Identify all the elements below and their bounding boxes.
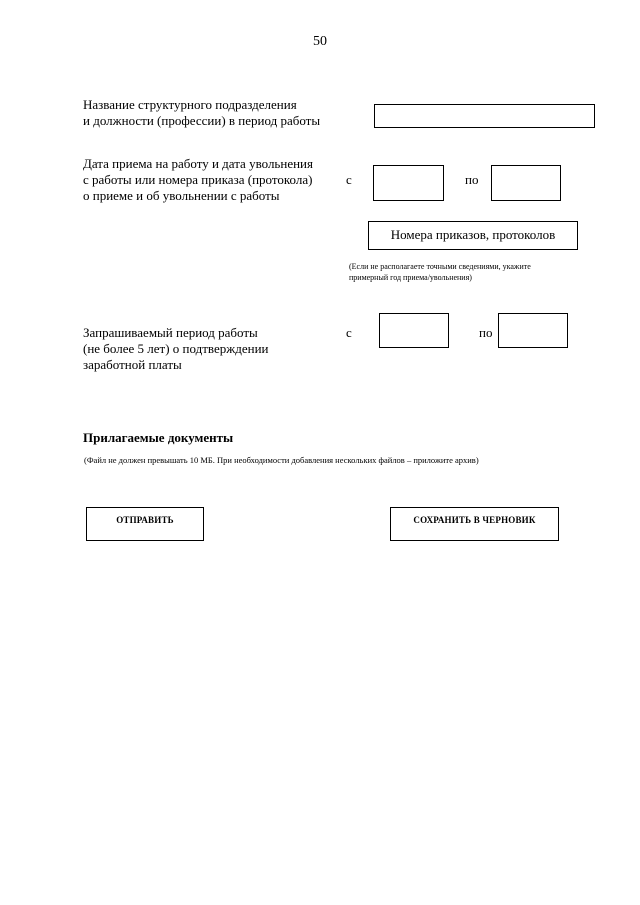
employment-hint: (Если не располагаете точными сведениями, укажите примерный год приема/увольнения)	[349, 262, 531, 282]
requested-from-label: с	[346, 325, 352, 340]
employment-label: Дата приема на работу и дата увольнения с работы или номера приказа (протокола) о приеме и об увольнении с работы	[83, 156, 313, 203]
attachments-note: (Файл не должен превышать 10 МБ. При необходимости добавления нескольких файлов – приложите архив)	[84, 455, 479, 465]
requested-to-input[interactable]	[498, 313, 568, 348]
attachments-heading: Прилагаемые документы	[83, 430, 234, 445]
department-label: Название структурного подразделения и должности (профессии) в период работы	[83, 97, 321, 128]
requested-period-label: Запрашиваемый период работы (не более 5 лет) о подтверждении заработной платы	[83, 325, 269, 372]
page-number: 50	[313, 34, 327, 49]
orders-numbers-button[interactable]: Номера приказов, протоколов	[368, 221, 578, 250]
employment-from-label: с	[346, 172, 352, 187]
submit-button[interactable]: ОТПРАВИТЬ	[86, 507, 204, 541]
save-draft-button[interactable]: СОХРАНИТЬ В ЧЕРНОВИК	[390, 507, 559, 541]
employment-to-label: по	[465, 172, 479, 187]
requested-to-label: по	[479, 325, 493, 340]
employment-to-input[interactable]	[491, 165, 561, 201]
requested-from-input[interactable]	[379, 313, 449, 348]
department-input[interactable]	[374, 104, 595, 128]
employment-from-input[interactable]	[373, 165, 444, 201]
